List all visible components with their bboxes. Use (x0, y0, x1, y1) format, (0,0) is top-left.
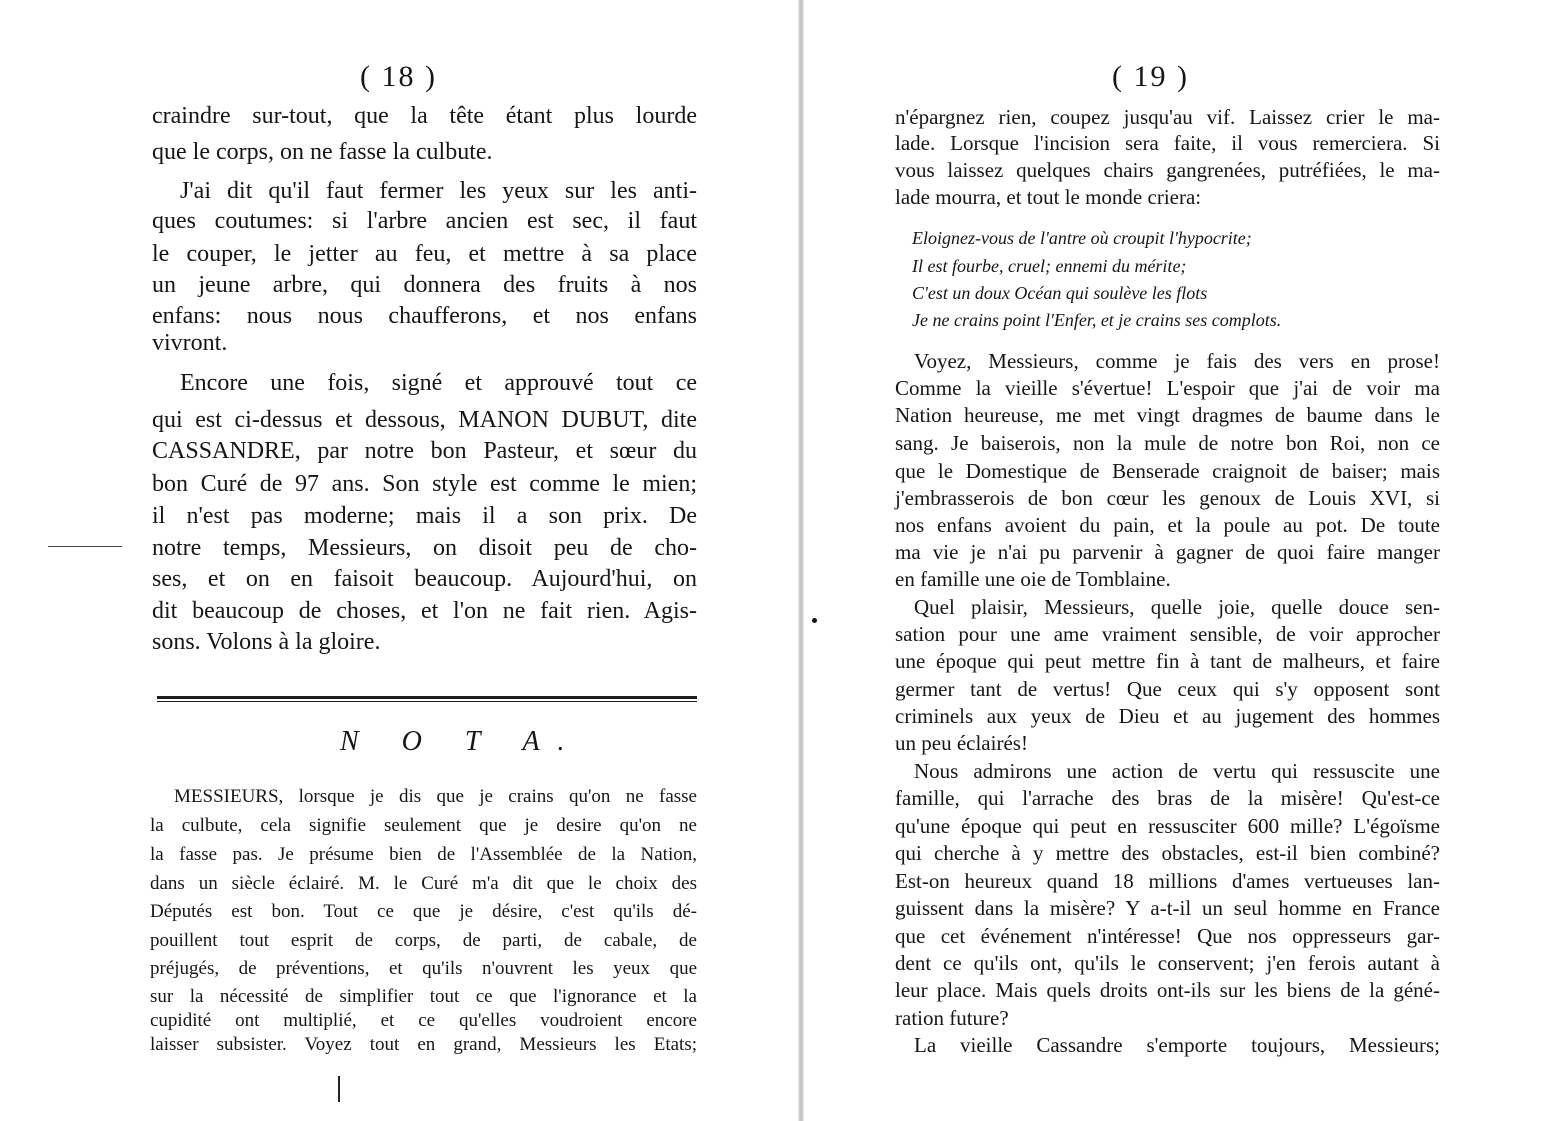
text-line: Nation heureuse, me met vingt dragmes de baume dans le (895, 403, 1440, 427)
text-line: dit beaucoup de choses, et l'on ne fait rien. Agis- (152, 598, 697, 624)
text-line: CASSANDRE, par notre bon Pasteur, et sœur du (152, 438, 697, 464)
note-line: dans un siècle éclairé. M. le Curé m'a dit que le choix des (150, 873, 697, 894)
text-line: lade mourra, et tout le monde criera: (895, 185, 1202, 209)
text-line: Comme la vieille s'évertue! L'espoir que j'ai de voir ma (895, 376, 1440, 400)
text-line: notre temps, Messieurs, on disoit peu de cho- (152, 535, 697, 561)
section-rule (157, 696, 697, 702)
text-line: que cet événement n'intéresse! Que nos oppresseurs gar- (895, 924, 1440, 948)
nota-heading: N O T A. (340, 726, 583, 757)
text-line: enfans: nous nous chaufferons, et nos enfans (152, 303, 697, 329)
text-line: germer tant de vertus! Que ceux qui s'y opposent sont (895, 677, 1440, 701)
note-line: MESSIEURS, lorsque je dis que je crains qu'on ne fasse (174, 786, 697, 807)
note-line: la culbute, cela signifie seulement que je desire qu'on ne (150, 815, 697, 836)
text-line: un peu éclairés! (895, 731, 1028, 755)
text-line: une époque qui peut mettre fin à tant de malheurs, et faire (895, 649, 1440, 673)
note-line: cupidité ont multiplié, et ce qu'elles voudroient encore (150, 1010, 697, 1031)
page-number-left: ( 18 ) (360, 60, 437, 93)
text-line: Quel plaisir, Messieurs, quelle joie, quelle douce sen- (914, 595, 1440, 619)
note-line: laisser subsister. Voyez tout en grand, Messieurs les Etats; (150, 1034, 697, 1055)
text-line: vivront. (152, 330, 228, 356)
verse-line: Il est fourbe, cruel; ennemi du mérite; (912, 256, 1187, 276)
text-line: lade. Lorsque l'incision sera faite, il vous remerciera. Si (895, 131, 1440, 155)
text-line: nos enfans avoient du pain, et la poule au pot. De toute (895, 513, 1440, 537)
right-page (804, 0, 1567, 1121)
text-line: Nous admirons une action de vertu qui ressuscite une (914, 759, 1440, 783)
text-line: craindre sur-tout, que la tête étant plus lourde (152, 103, 697, 129)
text-line: sang. Je baiserois, non la mule de notre bon Roi, non ce (895, 431, 1440, 455)
text-line: sation pour une ame vraiment sensible, de voir approcher (895, 622, 1440, 646)
text-line: ses, et on en faisoit beaucoup. Aujourd'hui, on (152, 566, 697, 592)
text-line: Encore une fois, signé et approuvé tout ce (180, 370, 697, 396)
note-line: préjugés, de préventions, et qu'ils n'ouvrent les yeux que (150, 958, 697, 979)
verse-line: Eloignez-vous de l'antre où croupit l'hypocrite; (912, 228, 1252, 248)
text-line: guissent dans la misère? Y a-t-il un seul homme en France (895, 896, 1440, 920)
text-line: en famille une oie de Tomblaine. (895, 567, 1171, 591)
verse-line: C'est un doux Océan qui soulève les flots (912, 283, 1208, 303)
text-line: La vieille Cassandre s'emporte toujours, Messieurs; (914, 1033, 1440, 1057)
text-line: que le Domestique de Benserade craignoit de baiser; mais (895, 459, 1440, 483)
text-line: criminels aux yeux de Dieu et au jugement des hommes (895, 704, 1440, 728)
verse-line: Je ne crains point l'Enfer, et je crains ses complots. (912, 310, 1282, 330)
text-line: qui cherche à y mettre des obstacles, est-il bien combiné? (895, 841, 1440, 865)
text-line: un jeune arbre, qui donnera des fruits à nos (152, 272, 697, 298)
text-line: ques coutumes: si l'arbre ancien est sec, il faut (152, 208, 697, 234)
text-line: j'embrasserois de bon cœur les genoux de Louis XVI, si (895, 486, 1440, 510)
text-line: vous laissez quelques chairs gangrenées, putréfiées, le ma- (895, 158, 1440, 182)
text-line: bon Curé de 97 ans. Son style est comme le mien; (152, 471, 697, 497)
text-line: il n'est pas moderne; mais il a son prix. De (152, 503, 697, 529)
text-line: ration future? (895, 1006, 1009, 1030)
text-line: que le corps, on ne fasse la culbute. (152, 139, 493, 165)
text-line: Voyez, Messieurs, comme je fais des vers en prose! (914, 349, 1440, 373)
signature-mark (338, 1076, 340, 1102)
text-line: J'ai dit qu'il faut fermer les yeux sur les anti- (180, 178, 697, 204)
note-line: Députés est bon. Tout ce que je désire, c'est qu'ils dé- (150, 901, 697, 922)
note-line: sur la nécessité de simplifier tout ce que l'ignorance et la (150, 986, 697, 1007)
page-number-right: ( 19 ) (1112, 60, 1189, 93)
text-line: famille, qui l'arrache des bras de la misère! Qu'est-ce (895, 786, 1440, 810)
text-line: sons. Volons à la gloire. (152, 629, 381, 655)
text-line: Est-on heureux quand 18 millions d'ames vertueuses lan- (895, 869, 1440, 893)
text-line: leur place. Mais quels droits ont-ils sur les biens de la géné- (895, 978, 1440, 1002)
text-line: qu'une époque qui peut en ressusciter 600 mille? L'égoïsme (895, 814, 1440, 838)
note-line: pouillent tout esprit de corps, de parti, de cabale, de (150, 930, 697, 951)
text-line: n'épargnez rien, coupez jusqu'au vif. Laissez crier le ma- (895, 105, 1440, 129)
text-line: dent ce qu'ils ont, qu'ils le conservent; j'en ferois autant à (895, 951, 1440, 975)
text-line: qui est ci-dessus et dessous, MANON DUBUT, dite (152, 407, 697, 433)
note-line: la fasse pas. Je présume bien de l'Assemblée de la Nation, (150, 844, 697, 865)
text-line: ma vie je n'ai pu parvenir à gagner de quoi faire manger (895, 540, 1440, 564)
text-line: le couper, le jetter au feu, et mettre à sa place (152, 241, 697, 267)
